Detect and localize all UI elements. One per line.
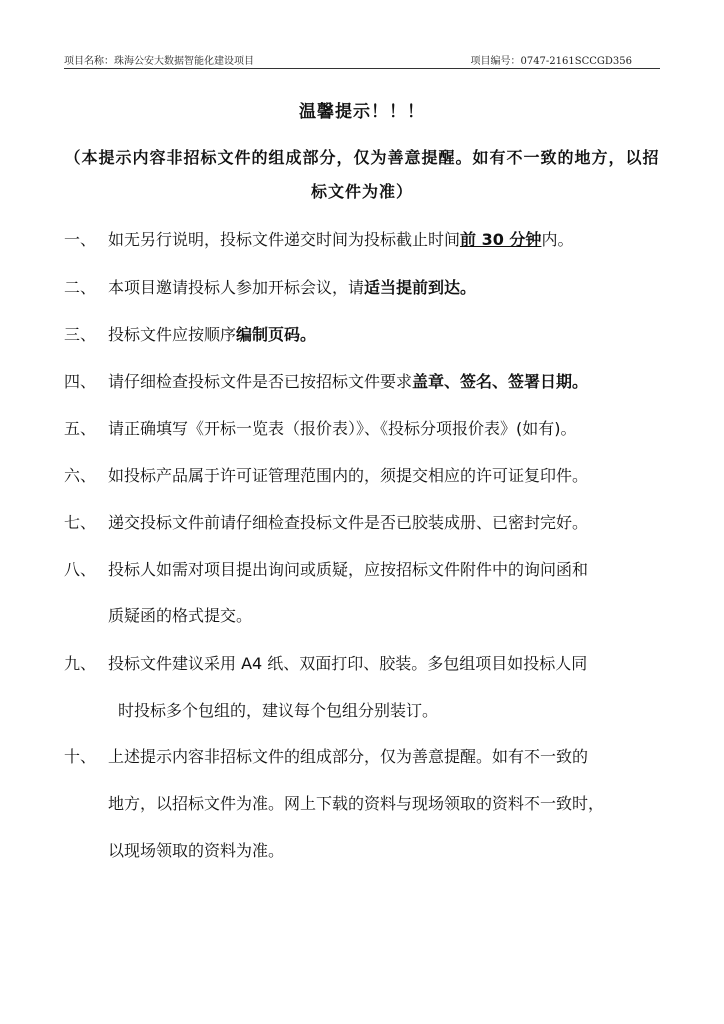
item-text: 请仔细检查投标文件是否已按招标文件要求盖章、签名、签署日期。 xyxy=(108,372,589,391)
item-number: 七、 xyxy=(64,513,97,532)
item-text: 请正确填写《开标一览表（报价表）》、《投标分项报价表》(如有)。 xyxy=(108,419,577,438)
item-text-line-1: 上述提示内容非招标文件的组成部分，仅为善意提醒。如有不一致的 xyxy=(108,747,589,766)
item-number: 四、 xyxy=(64,372,97,391)
item-number: 六、 xyxy=(64,466,97,485)
item-text: 如投标产品属于许可证管理范围内的，须提交相应的许可证复印件。 xyxy=(108,466,589,485)
item-text-line-1: 投标文件建议采用 A4 纸、双面打印、胶装。多包组项目如投标人同 xyxy=(108,654,588,673)
project-name: 项目名称：珠海公安大数据智能化建设项目 xyxy=(64,56,254,67)
item-number: 九、 xyxy=(64,654,97,673)
notice-subtitle: （本提示内容非招标文件的组成部分，仅为善意提醒。如有不一致的地方，以招标文件为准） xyxy=(64,148,660,201)
item-text-line-3: 以现场领取的资料为准。 xyxy=(108,841,285,860)
page-header xyxy=(64,50,660,69)
item-number: 三、 xyxy=(64,325,97,344)
item-text-line-2: 地方，以招标文件为准。网上下载的资料与现场领取的资料不一致时， xyxy=(108,794,605,813)
item-number: 二、 xyxy=(64,278,97,297)
item-text-line-2: 时投标多个包组的，建议每个包组分别装订。 xyxy=(118,701,439,720)
page-title: 温馨提示！！！ xyxy=(299,102,425,122)
item-text-line-2: 质疑函的格式提交。 xyxy=(108,606,253,625)
item-text: 本项目邀请投标人参加开标会议，请适当提前到达。 xyxy=(108,278,477,297)
item-text: 递交投标文件前请仔细检查投标文件是否已胶装成册、已密封完好。 xyxy=(108,513,589,532)
item-emphasis: 编制页码 xyxy=(236,325,301,344)
item-number: 八、 xyxy=(64,560,97,579)
item-text: 如无另行说明，投标文件递交时间为投标截止时间前 30 分钟内。 xyxy=(108,230,574,249)
project-number: 项目编号：0747-2161SCCGD356 xyxy=(470,56,632,67)
notice-item-9 xyxy=(64,640,664,736)
notice-item-10 xyxy=(64,733,664,877)
item-number: 五、 xyxy=(64,419,97,438)
item-emphasis: 前 30 分钟 xyxy=(460,230,542,249)
item-emphasis: 盖章、签名、签署日期 xyxy=(412,372,573,391)
item-number: 一、 xyxy=(64,230,97,249)
item-emphasis: 适当提前到达 xyxy=(364,278,461,297)
item-text-line-1: 投标人如需对项目提出询问或质疑，应按招标文件附件中的询问函和 xyxy=(108,560,589,579)
notice-item-8 xyxy=(64,546,664,642)
item-text: 投标文件应按顺序编制页码。 xyxy=(108,325,317,344)
item-number: 十、 xyxy=(64,747,97,766)
